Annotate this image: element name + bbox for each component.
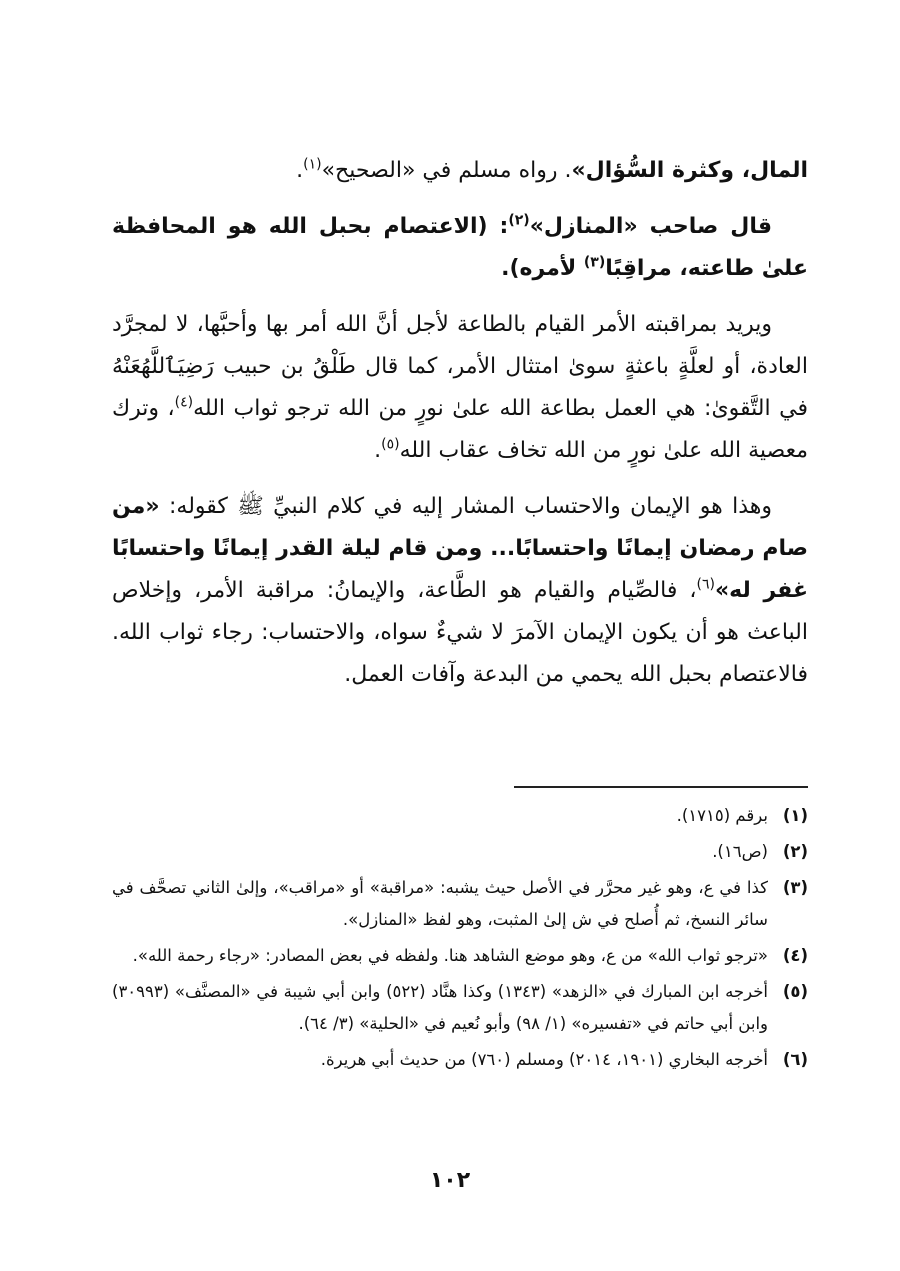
- footnote-1: [112, 800, 808, 832]
- footnote-2: [112, 836, 808, 868]
- footnote-separator: [514, 786, 808, 788]
- paragraph-1-end: .: [296, 158, 304, 183]
- manazil-author: قال صاحب «المنازل»: [529, 214, 772, 239]
- paragraph-1: [112, 150, 808, 192]
- hadith-end: المال، وكثرة السُّؤال»: [571, 158, 808, 183]
- footnote-text: برقم (١٧١٥).: [676, 806, 768, 825]
- footnote-text: «ترجو ثواب الله» من ع، وهو موضع الشاهد هنا. ولفظه في بعض المصادر: «رجاء رحمة الله».: [132, 946, 768, 965]
- footnote-number: (٦): [782, 1050, 808, 1069]
- footnote-5: [112, 976, 808, 1040]
- footnote-ref-5[interactable]: (٥): [381, 436, 400, 453]
- paragraph-3-text: ويريد بمراقبته الأمر القيام بالطاعة لأجل أنَّ الله أمر بها وأحبَّها، لا لمجرَّد العادة، أو لعلَّةٍ باعثةٍ سوىٰ امتثال الأمر، كما قال طَلْقُ بن حبيب رَضِيَٱللَّهُعَنْهُ في التَّقوىٰ: هي العمل بطاعة الله علىٰ نورٍ من الله ترجو ثواب الله: [112, 312, 808, 421]
- footnote-ref-1[interactable]: (١): [303, 156, 322, 173]
- footnote-text: أخرجه البخاري (١٩٠١، ٢٠١٤) ومسلم (٧٦٠) من حديث أبي هريرة.: [320, 1050, 768, 1069]
- manazil-quote-end: لأمره).: [501, 256, 584, 281]
- footnote-ref-6[interactable]: (٦): [696, 576, 715, 593]
- footnote-text: كذا في ع، وهو غير محرَّر في الأصل حيث يشبه: «مراقبة» أو «مراقب»، وإلىٰ الثاني تصحَّف في سائر النسخ، ثم أُصلح في ش إلىٰ المثبت، وهو لفظ «المنازل».: [112, 878, 768, 929]
- paragraph-3: [112, 304, 808, 472]
- footnote-ref-2[interactable]: (٢): [508, 212, 530, 229]
- footnotes: [112, 800, 808, 1080]
- paragraph-4-text: ، فالصِّيام والقيام هو الطَّاعة، والإيمانُ: مراقبة الأمر، وإخلاص الباعث هو أن يكون الإيمان الآمرَ لا شيءٌ سواه، والاحتساب: رجاء ثواب الله. فالاعتصام بحبل الله يحمي من البدعة وآفات العمل.: [112, 578, 808, 687]
- footnote-4: [112, 940, 808, 972]
- footnote-ref-4[interactable]: (٤): [174, 394, 194, 411]
- paragraph-4: [112, 486, 808, 696]
- paragraph-3-text-2: ، وترك معصية الله علىٰ نورٍ من الله تخاف عقاب الله: [112, 396, 808, 463]
- footnote-text: (ص١٦).: [712, 842, 768, 861]
- footnote-text: أخرجه ابن المبارك في «الزهد» (١٣٤٣) وكذا هنَّاد (٥٢٢) وابن أبي شيبة في «المصنَّف» (٣٠٩٩٣) وابن أبي حاتم في «تفسيره» (١/ ٩٨) وأبو نُعيم في «الحلية» (٣/ ٦٤).: [112, 982, 769, 1033]
- narration-source: . رواه مسلم في «الصحيح»: [321, 158, 572, 183]
- hadith-quote: «من صام رمضان إيمانًا واحتسابًا... ومن قام ليلة القدر إيمانًا واحتسابًا غفر له»: [112, 494, 808, 603]
- page-number: ١٠٢: [429, 1168, 471, 1193]
- footnote-number: (١): [782, 806, 808, 825]
- footnote-number: (٣): [782, 878, 808, 897]
- footnote-number: (٥): [782, 982, 808, 1001]
- paragraph-2: [112, 206, 808, 290]
- paragraph-4-intro: وهذا هو الإيمان والاحتساب المشار إليه في كلام النبيِّ ﷺ كقوله:: [159, 494, 772, 519]
- footnote-number: (٢): [782, 842, 808, 861]
- footnote-6: [112, 1044, 808, 1076]
- footnote-3: [112, 872, 808, 936]
- footnote-ref-3[interactable]: (٣): [583, 254, 606, 271]
- paragraph-3-end: .: [374, 438, 382, 463]
- main-text: [112, 150, 808, 710]
- manazil-quote: : (الاعتصام بحبل الله هو المحافظة علىٰ طاعته، مراقِبًا: [112, 214, 808, 281]
- footnote-number: (٤): [782, 946, 808, 965]
